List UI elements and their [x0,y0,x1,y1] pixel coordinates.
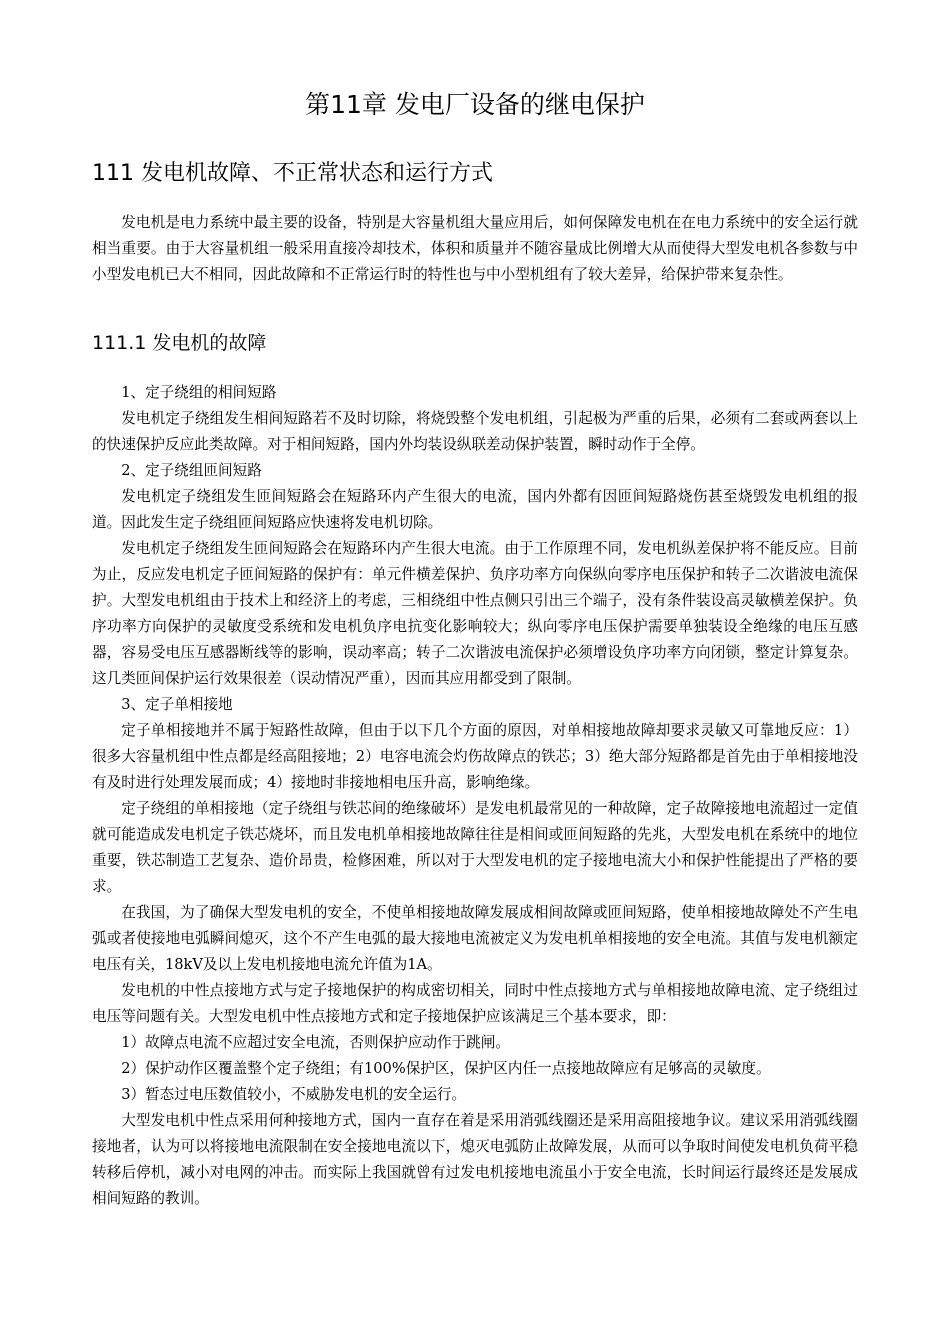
paragraph: 在我国，为了确保大型发电机的安全，不使单相接地故障发展成相间故障或匝间短路，使单相接地故障处不产生电弧或者使接地电弧瞬间熄灭，这个不产生电弧的最大接地电流被定义为发电机单相接地的安全电流。其值与发电机额定电压有关，18kV及以上发电机接地电流允许值为1A。 [92,904,858,973]
requirement-1: 1）故障点电流不应超过安全电流，否则保护应动作于跳闸。 [121,1034,510,1051]
paragraph: 发电机定子绕组发生匝间短路会在短路环内产生很大的电流，国内外都有因匝间短路烧伤甚至烧毁发电机组的报道。因此发生定子绕组匝间短路应快速将发电机切除。 [92,488,858,531]
paragraph: 发电机的中性点接地方式与定子接地保护的构成密切相关，同时中性点接地方式与单相接地故障电流、定子绕组过电压等问题有关。大型发电机中性点接地方式和定子接地保护应该满足三个基本要求，即： [92,982,858,1025]
section-heading: 111 发电机故障、不正常状态和运行方式 [92,161,493,186]
item-heading-3: 3、定子单相接地 [121,696,233,713]
intro-paragraph: 发电机是电力系统中最主要的设备，特别是大容量机组大量应用后，如何保障发电机在在电力系统中的安全运行就相当重要。由于大容量机组一般采用直接冷却技术，体积和质量并不随容量成比例增大从而使得大型发电机各参数与中小型发电机已大不相同，因此故障和不正常运行时的特性也与中小型机组有了较大差异，给保护带来复杂性。 [92,214,858,283]
paragraph: 定子单相接地并不属于短路性故障，但由于以下几个方面的原因，对单相接地故障却要求灵敏又可靠地反应：1）很多大容量机组中性点都是经高阻接地；2）电容电流会灼伤故障点的铁芯；3）绝大部分短路都是首先由于单相接地没有及时进行处理发展而成；4）接地时非接地相电压升高，影响绝缘。 [92,722,858,791]
chapter-title: 第11章 发电厂设备的继电保护 [305,90,645,119]
paragraph: 发电机定子绕组发生相间短路若不及时切除，将烧毁整个发电机组，引起极为严重的后果，必须有二套或两套以上的快速保护反应此类故障。对于相间短路，国内外均装设纵联差动保护装置，瞬时动作于全停。 [92,410,858,453]
body-block [92,380,858,1212]
paragraph: 发电机定子绕组发生匝间短路会在短路环内产生很大电流。由于工作原理不同，发电机纵差保护将不能反应。目前为止，反应发电机定子匝间短路的保护有：单元件横差保护、负序功率方向保纵向零序电压保护和转子二次谐波电流保护。大型发电机组由于技术上和经济上的考虑，三相绕组中性点侧只引出三个端子，没有条件装设高灵敏横差保护。负序功率方向保护的灵敏度受系统和发电机负序电抗变化影响较大；纵向零序电压保护需要单独装设全绝缘的电压互感器，容易受电压互感器断线等的影响，误动率高；转子二次谐波电流保护必须增设负序功率方向闭锁，整定计算复杂。这几类匝间保护运行效果很差（误动情况严重），因而其应用都受到了限制。 [92,540,858,687]
subsection-heading: 111.1 发电机的故障 [92,332,267,354]
item-heading-1: 1、定子绕组的相间短路 [121,384,277,401]
requirement-2: 2）保护动作区覆盖整个定子绕组；有100%保护区，保护区内任一点接地故障应有足够高的灵敏度。 [121,1060,771,1077]
intro-block [92,210,858,288]
item-heading-2: 2、定子绕组匝间短路 [121,462,262,479]
requirement-3: 3）暂态过电压数值较小，不威胁发电机的安全运行。 [121,1086,467,1103]
paragraph: 定子绕组的单相接地（定子绕组与铁芯间的绝缘破坏）是发电机最常见的一种故障，定子故障接地电流超过一定值就可能造成发电机定子铁芯烧坏，而且发电机单相接地故障往往是相间或匝间短路的先兆，大型发电机在系统中的地位重要，铁芯制造工艺复杂、造价昂贵，检修困难，所以对于大型发电机的定子接地电流大小和保护性能提出了严格的要求。 [92,800,858,895]
paragraph: 大型发电机中性点采用何种接地方式，国内一直存在着是采用消弧线圈还是采用高阻接地争议。建议采用消弧线圈接地者，认为可以将接地电流限制在安全接地电流以下，熄灭电弧防止故障发展，从而可以争取时间使发电机负荷平稳转移后停机，减小对电网的冲击。而实际上我国就曾有过发电机接地电流虽小于安全电流，长时间运行最终还是发展成相间短路的教训。 [92,1112,858,1207]
